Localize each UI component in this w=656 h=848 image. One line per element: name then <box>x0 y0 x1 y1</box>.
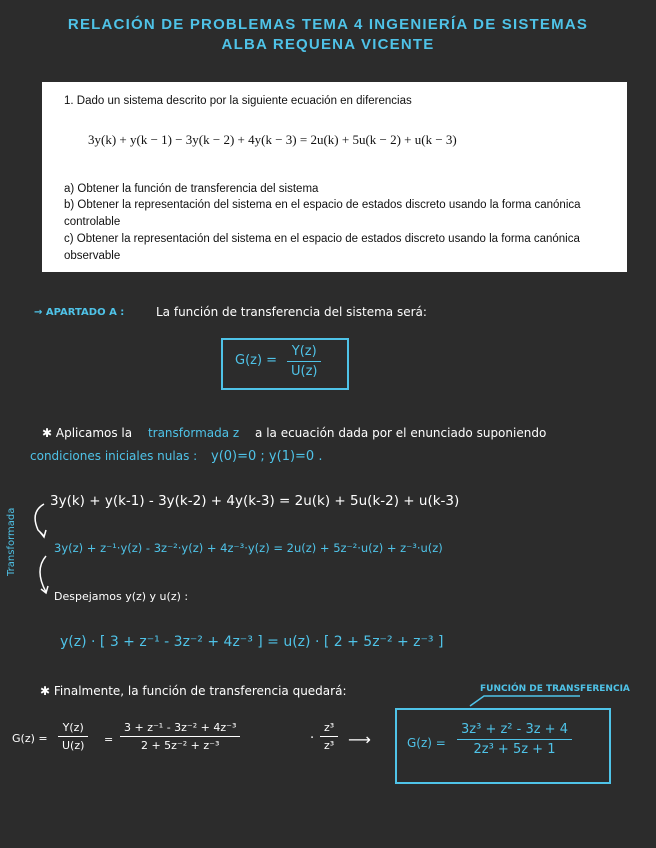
apply-initial-conditions: y(0)=0 ; y(1)=0 . <box>211 449 323 464</box>
final-tf-box <box>395 708 611 784</box>
apply-text-transform: transformada z <box>147 426 240 440</box>
despejamos-text: Despejamos y(z) y u(z) : <box>54 590 189 603</box>
derivation-z3-numerator: z³ <box>320 721 338 737</box>
apply-text-b: a la ecuación dada por el enunciado suponiendo <box>255 426 547 440</box>
final-tf-denominator: 2z³ + 5z + 1 <box>473 742 556 757</box>
page-title-line1: RELACIÓN DE PROBLEMAS TEMA 4 INGENIERÍA DE SISTEMAS <box>67 16 589 33</box>
derivation-middle-denominator: 2 + 5z⁻² + z⁻³ <box>140 739 220 752</box>
derivation-middle-fraction <box>120 721 240 752</box>
derivation-z3-denominator: z³ <box>324 739 335 752</box>
final-tf-fraction <box>457 722 572 757</box>
final-tf-numerator: 3z³ + z² - 3z + 4 <box>457 722 572 740</box>
apply-initial-conditions-label: condiciones iniciales nulas : <box>30 449 198 463</box>
derivation-middle-numerator: 3 + z⁻¹ - 3z⁻² + 4z⁻³ <box>120 721 240 737</box>
tf-lhs: G(z) = <box>235 353 278 368</box>
item-a: a) Obtener la función de transferencia del sistema <box>64 183 319 195</box>
derivation-yz: Y(z) <box>58 721 88 737</box>
derivation-dot: · <box>310 731 315 746</box>
z-domain-equation: 3y(z) + z⁻¹·y(z) - 3z⁻²·y(z) + 4z⁻³·y(z) = 2u(z) + 5z⁻²·u(z) + z⁻³·u(z) <box>54 541 443 555</box>
item-b-line2: controlable <box>64 216 121 228</box>
item-c-line1: c) Obtener la representación del sistema en el espacio de estados discreto usando la forma canónica <box>64 233 580 245</box>
difference-equation: 3y(k) + y(k − 1) − 3y(k − 2) + 4y(k − 3) = 2u(k) + 5u(k − 2) + u(k − 3) <box>88 132 457 147</box>
problem-statement: 1. Dado un sistema descrito por la siguiente ecuación en diferencias <box>64 95 412 107</box>
page-title-line2: ALBA REQUENA VICENTE <box>221 36 435 53</box>
finalmente-text: ✱ Finalmente, la función de transferencia quedará: <box>40 684 347 698</box>
derivation-yu-fraction <box>58 721 88 752</box>
item-c-line2: observable <box>64 250 121 262</box>
derivation-uz: U(z) <box>62 739 85 752</box>
item-b-line1: b) Obtener la representación del sistema en el espacio de estados discreto usando la forma canónica <box>64 199 581 211</box>
diff-equation-handwritten: 3y(k) + y(k-1) - 3y(k-2) + 4y(k-3) = 2u(k) + 5u(k-2) + u(k-3) <box>50 493 460 509</box>
tf-numerator: Y(z) <box>287 344 321 362</box>
derivation-equals: = <box>104 733 114 746</box>
transformada-side-label: Transformada <box>6 507 17 576</box>
apply-text-a: ✱ Aplicamos la <box>42 426 133 440</box>
tf-callout-label: FUNCIÓN DE TRANSFERENCIA <box>480 684 630 694</box>
derivation-arrow: ⟶ <box>348 730 371 749</box>
apartado-label: → APARTADO A : <box>34 307 125 318</box>
tf-denominator: U(z) <box>291 364 318 379</box>
apartado-text: La función de transferencia del sistema será: <box>156 305 427 319</box>
derivation-z3-fraction <box>320 721 338 752</box>
final-tf-lhs: G(z) = <box>407 736 446 750</box>
factored-equation: y(z) · [ 3 + z⁻¹ - 3z⁻² + 4z⁻³ ] = u(z) · [ 2 + 5z⁻² + z⁻³ ] <box>60 634 444 650</box>
derivation-lhs: G(z) = <box>12 732 48 745</box>
